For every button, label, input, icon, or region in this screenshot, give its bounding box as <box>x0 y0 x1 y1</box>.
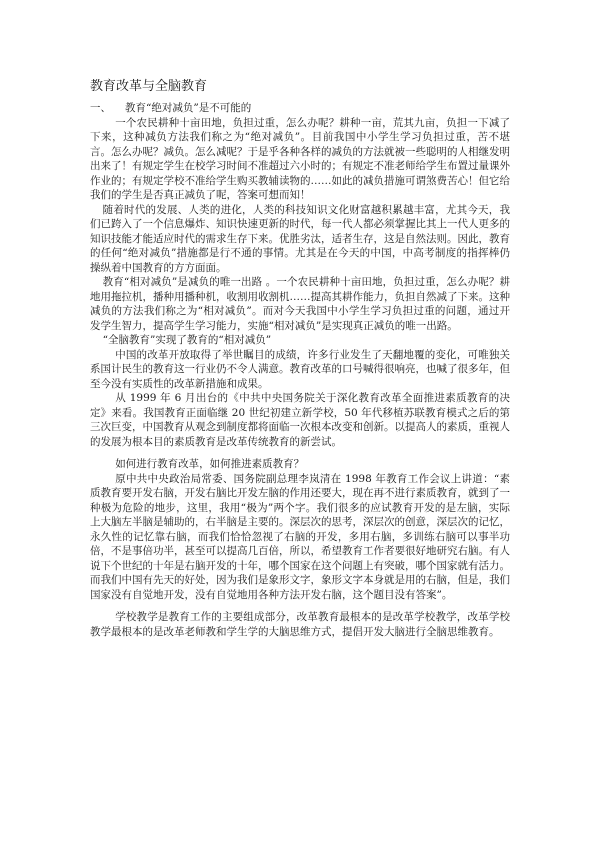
paragraph-4-subheading: “全脑教育”实现了教育的“相对减负” <box>102 334 272 346</box>
paragraph-3: 教育“相对减负”是减负的唯一出路 。一个农民耕种十亩田地，负担过重，怎么办呢？耕地用拖拉机，播种用播种机，收割用收割机……提高其耕作能力，负担自然减了下来。这种减负的方法我们称之为“相对减负”。而对今天我国中小学生学习负担过重的问题，通过开发学生智力，提高学生学习能力，实施“相对减负”是实现真正减负的唯一出路。 <box>90 276 510 332</box>
paragraph-2: 随着时代的发展、人类的进化，人类的科技知识文化财富越积累越丰富，尤其今天，我们已跨入了一个信息爆炸、知识快速更新的时代，每一代人都必须掌握比其上一代人更多的知识技能才能适应时代的需求生存下来。优胜劣汰，适者生存，这是自然法则。因此，教育的任何“绝对减负”措施都是行不通的事情。尤其是在今天的中国，中高考制度的指挥棒仍操纵着中国教育的方方面面。 <box>90 203 510 274</box>
section-heading <box>90 101 510 116</box>
paragraph-1: 一个农民耕种十亩田地，负担过重，怎么办呢？耕种一亩，荒其九亩，负担一下减了下来，这种减负方法我们称之为“绝对减负”。目前我国中小学生学习负担过重，苦不堪言。怎么办呢？减负。怎么减呢？于是乎各种各样的减负的方法就被一些聪明的人相继发明出来了！有规定学生在校学习时间不准超过六小时的；有规定不准老师给学生布置过量课外作业的；有规定学校不准给学生购买教辅读物的……如此的减负措施可谓煞费苦心！但它给我们的学生是否真正减负了呢，答案可想而知！ <box>90 116 510 201</box>
paragraph-8: 原中共中央政治局常委、国务院副总理李岚清在 1998 年教育工作会议上讲道：“素质教育要开发右脑，开发右脑比开发左脑的作用还要大，现在再不进行素质教育，就到了一种极为危险的地步，这里，我用“极为”两个字。我们很多的应试教育开发的是左脑，实际上大脑左半脑是辅助的，右半脑是主要的。深层次的思考，深层次的创意，深层次的记忆，永久性的记忆靠右脑，而我们恰恰忽视了右脑的开发，多用右脑，多训练右脑可以事半功倍，不是事倍功半，甚至可以提高几百倍，所以，希望教育工作者要很好地研究右脑。有人说下个世纪的十年是右脑开发的十年，哪个国家在这个问题上有突破，哪个国家就有活力。而我们中国有先天的好处，因为我们是象形文字，象形文字本身就是用的右脑，但是，我们国家没有自觉地开发，没有自觉地用各种方法开发右脑，这个题目没有答案”。 <box>90 472 510 601</box>
paragraph-6: 从 1999 年 6 月出台的《中共中央国务院关于深化教育改革全面推进素质教育的决定》来看。我国教育正面临继 20 世纪初建立新学校，50 年代移植苏联教育模式之后的第三次巨变，中国教育从观念到制度都将面临一次根本改变和创新。以提高人的素质，重视人的发展为根本目的素质教育是改革传统教育的新尝试。 <box>90 392 510 448</box>
paragraph-9: 学校教学是教育工作的主要组成部分，改革教育最根本的是改革学校教学，改革学校教学最根本的是改革老师教和学生学的大脑思维方式，提倡开发大脑进行全脑思维教育。 <box>90 611 510 638</box>
paragraph-7-question: 如何进行教育改革，如何推进素质教育？ <box>115 458 305 470</box>
section-number: 一、 <box>90 102 111 114</box>
document-title: 教育改革与全脑教育 <box>90 79 208 94</box>
paragraph-5: 中国的改革开放取得了举世瞩目的成绩，许多行业发生了天翻地覆的变化，可唯独关系国计民生的教育这一行业仍不令人满意。教育改革的口号喊得很响亮，也喊了很多年，但至今没有实质性的改革新措施和成果。 <box>90 348 510 390</box>
section-heading-text: 教育“绝对减负”是不可能的 <box>125 102 252 114</box>
document-page <box>90 78 510 639</box>
